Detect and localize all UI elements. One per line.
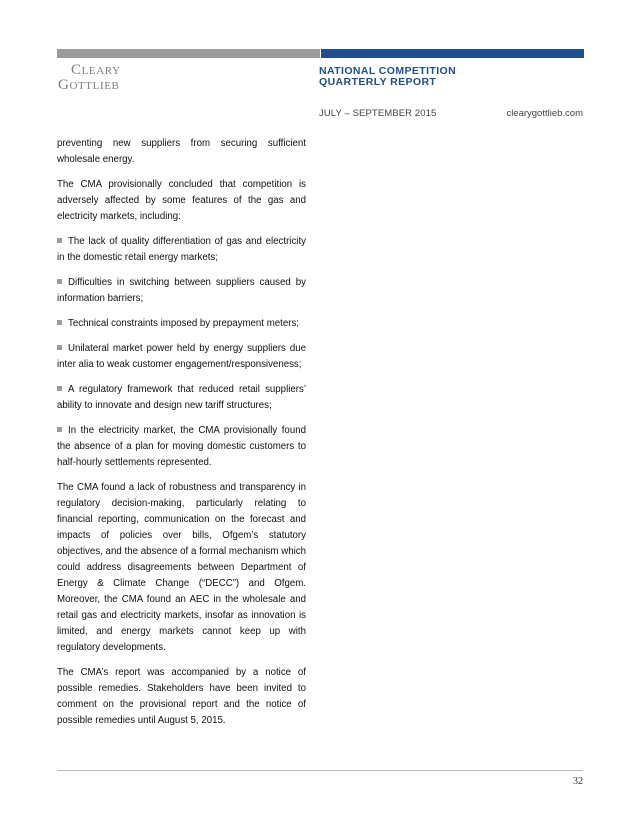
bullet-square-icon bbox=[57, 279, 62, 284]
report-period: JULY – SEPTEMBER 2015 bbox=[319, 108, 437, 119]
report-title-line2: QUARTERLY REPORT bbox=[319, 76, 437, 88]
bullet-square-icon bbox=[57, 345, 62, 350]
footer-divider bbox=[57, 770, 583, 771]
paragraph: preventing new suppliers from securing sufficient wholesale energy. bbox=[57, 138, 306, 165]
page-number: 32 bbox=[573, 776, 583, 787]
bullet-square-icon bbox=[57, 238, 62, 243]
bullet-item: Difficulties in switching between suppliers caused by information barriers; bbox=[57, 277, 306, 304]
bullet-square-icon bbox=[57, 320, 62, 325]
report-title-line1: NATIONAL COMPETITION bbox=[319, 65, 457, 77]
bullet-item: A regulatory framework that reduced retail suppliers’ ability to innovate and design new tariff structures; bbox=[57, 384, 306, 411]
report-title bbox=[319, 66, 456, 88]
bullet-square-icon bbox=[57, 386, 62, 391]
bullet-item: Technical constraints imposed by prepayment meters; bbox=[57, 316, 306, 332]
bullet-item: In the electricity market, the CMA provisionally found the absence of a plan for moving domestic customers to half-hourly settlements represented. bbox=[57, 425, 306, 468]
paragraph: The CMA found a lack of robustness and transparency in regulatory decision-making, particularly relating to financial reporting, communication on the forecast and impacts of policies over bills, Ofgem’s statutory objectives, and the absence of a formal mechanism which could address disagreements between Department of Energy & Climate Change (“DECC”) and Ofgem. Moreover, the CMA found an AEC in the wholesale and retail gas and electricity markets, insofar as innovation is limited, and energy markets cannot keep up with regulatory developments. bbox=[57, 482, 306, 653]
paragraph: The CMA provisionally concluded that competition is adversely affected by some features of the gas and electricity markets, including: bbox=[57, 179, 306, 222]
header-bar-blue bbox=[321, 49, 584, 58]
bullet-item: Unilateral market power held by energy suppliers due inter alia to weak customer engagement/responsiveness; bbox=[57, 343, 306, 370]
cleary-gottlieb-logo: CLEARY GOTTLIEB bbox=[58, 62, 121, 93]
bullet-square-icon bbox=[57, 427, 62, 432]
header-bar-grey bbox=[57, 49, 320, 58]
paragraph: The CMA’s report was accompanied by a notice of possible remedies. Stakeholders have been invited to comment on the provisional report and the notice of possible remedies until August 5, 2015. bbox=[57, 667, 306, 726]
website-link[interactable]: clearygottlieb.com bbox=[506, 108, 583, 119]
bullet-item: The lack of quality differentiation of gas and electricity in the domestic retail energy markets; bbox=[57, 236, 306, 263]
body-text bbox=[57, 136, 306, 738]
